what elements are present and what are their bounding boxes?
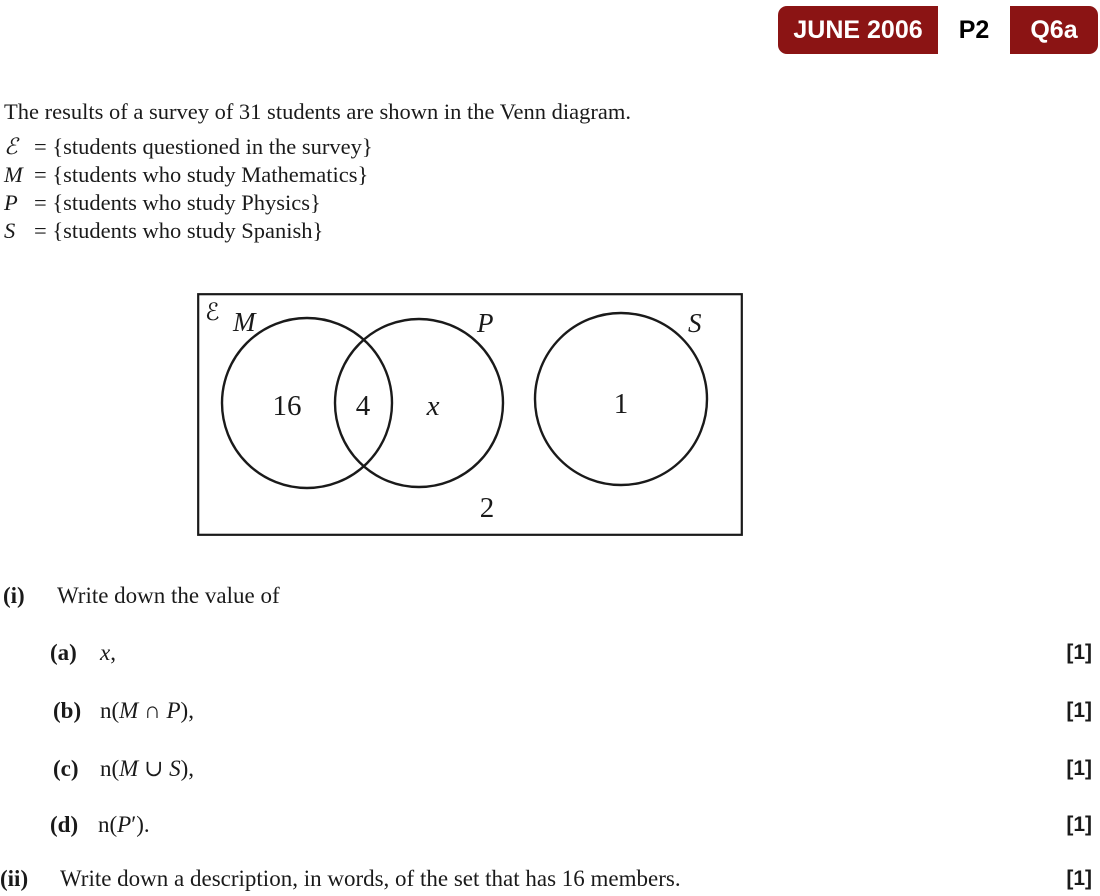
part-i-label: (i) <box>3 583 25 608</box>
badge-session-label: JUNE 2006 <box>793 15 923 44</box>
item-d-label: (d) <box>50 812 79 837</box>
definition-text: = {students who study Physics} <box>34 190 321 215</box>
item-b-label: (b) <box>53 698 82 723</box>
region-s-only: 1 <box>613 388 629 420</box>
set-s-symbol: S <box>4 218 16 243</box>
definition-p <box>4 189 373 217</box>
region-m-and-p: 4 <box>355 390 371 422</box>
region-m-only: 16 <box>272 390 302 422</box>
definition-universal <box>4 133 373 161</box>
part-ii-mark: [1] <box>1066 867 1092 890</box>
item-d-mark: [1] <box>1066 813 1092 836</box>
question-badge <box>778 6 1098 54</box>
item-d-expression: n(P′). <box>98 812 150 837</box>
definition-m <box>4 161 373 189</box>
set-p-symbol: P <box>4 190 18 215</box>
item-a-mark: [1] <box>1066 641 1092 664</box>
item-c-label: (c) <box>53 756 79 781</box>
item-a-expression: x, <box>100 640 116 665</box>
set-m-symbol: M <box>4 162 23 187</box>
universal-set-label: ℰ <box>205 300 220 326</box>
definition-s <box>4 217 373 245</box>
part-ii-text: Write down a description, in words, of the set that has 16 members. <box>60 866 681 891</box>
label-p: P <box>477 308 494 338</box>
item-b-expression: n(M ∩ P), <box>100 698 194 723</box>
question-item-d <box>0 812 1092 840</box>
question-item-b <box>0 698 1092 726</box>
intro-text: The results of a survey of 31 students are shown in the Venn diagram. <box>4 98 631 124</box>
set-definitions <box>4 133 373 245</box>
part-i-text: Write down the value of <box>57 583 280 608</box>
venn-diagram <box>197 293 743 536</box>
region-outside: 2 <box>479 492 495 524</box>
definition-text: = {students who study Spanish} <box>34 218 324 243</box>
item-c-expression: n(M ∪ S), <box>100 756 195 781</box>
definition-text: = {students who study Mathematics} <box>34 162 369 187</box>
item-b-mark: [1] <box>1066 699 1092 722</box>
label-m: M <box>233 307 256 337</box>
part-ii-label: (ii) <box>0 866 29 891</box>
question-item-c <box>0 756 1092 784</box>
universal-set-symbol: ℰ <box>4 134 18 159</box>
region-p-only: x <box>426 390 440 422</box>
question-part-ii <box>0 866 1092 894</box>
badge-paper-label: P2 <box>938 6 1010 54</box>
definition-text: = {students questioned in the survey} <box>34 134 373 159</box>
item-c-mark: [1] <box>1066 757 1092 780</box>
badge-question-label: Q6a <box>1030 15 1078 44</box>
question-item-a <box>0 640 1092 668</box>
label-s: S <box>688 308 702 338</box>
question-part-i <box>0 583 1092 611</box>
item-a-label: (a) <box>50 640 77 665</box>
